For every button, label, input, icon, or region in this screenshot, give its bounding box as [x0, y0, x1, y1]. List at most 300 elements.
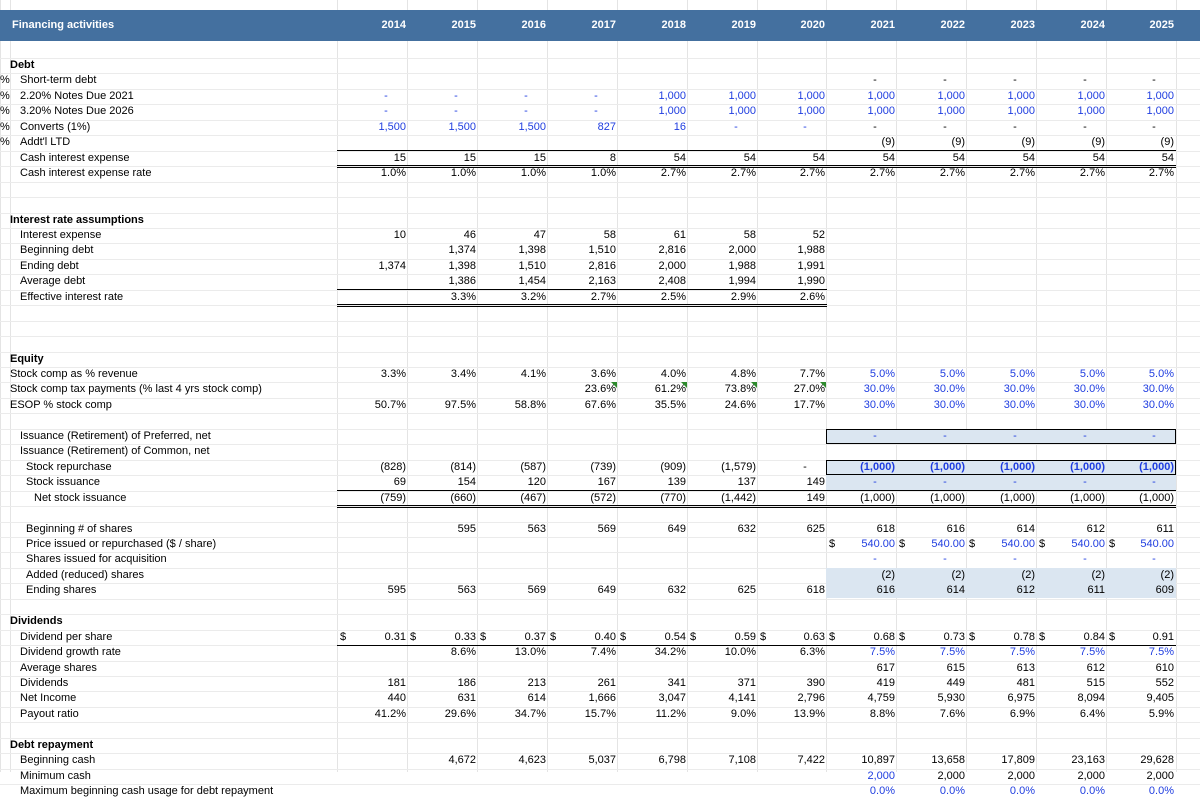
value-cell[interactable]: 1,988: [728, 260, 756, 272]
value-cell[interactable]: 5.0%: [939, 368, 965, 380]
value-cell[interactable]: 2,000: [1146, 770, 1174, 782]
value-cell[interactable]: -: [384, 90, 388, 102]
value-cell[interactable]: 30.0%: [1003, 399, 1035, 411]
value-cell[interactable]: 5,930: [937, 692, 965, 704]
value-cell[interactable]: 2.7%: [939, 167, 965, 179]
value-cell[interactable]: 341: [667, 677, 686, 689]
year-header[interactable]: 2019: [731, 19, 756, 31]
value-cell[interactable]: 4,141: [728, 692, 756, 704]
value-cell[interactable]: 540.00: [861, 538, 895, 550]
value-cell[interactable]: -: [734, 121, 738, 133]
year-header[interactable]: 2022: [940, 19, 965, 31]
value-cell[interactable]: (1,000): [860, 461, 895, 473]
value-cell[interactable]: 8.6%: [450, 646, 476, 658]
value-cell[interactable]: 2.5%: [660, 291, 686, 303]
year-header[interactable]: 2024: [1080, 19, 1105, 31]
value-cell[interactable]: 631: [457, 692, 476, 704]
year-header[interactable]: 2021: [870, 19, 895, 31]
value-cell[interactable]: 0.0%: [939, 785, 965, 797]
value-cell[interactable]: (660): [450, 492, 476, 504]
value-cell[interactable]: 0.59: [734, 631, 756, 643]
value-cell[interactable]: 649: [597, 584, 616, 596]
value-cell[interactable]: 625: [806, 523, 825, 535]
value-cell[interactable]: 0.0%: [869, 785, 895, 797]
year-header[interactable]: 2017: [591, 19, 616, 31]
value-cell[interactable]: (572): [590, 492, 616, 504]
value-cell[interactable]: 30.0%: [1003, 383, 1035, 395]
value-cell[interactable]: 3.4%: [450, 368, 476, 380]
value-cell[interactable]: 1,000: [658, 105, 686, 117]
value-cell[interactable]: 1,398: [448, 260, 476, 272]
value-cell[interactable]: 30.0%: [1142, 399, 1174, 411]
value-cell[interactable]: (2): [881, 569, 895, 581]
value-cell[interactable]: (1,442): [721, 492, 756, 504]
value-cell[interactable]: 46: [463, 229, 476, 241]
value-cell[interactable]: 54: [673, 152, 686, 164]
year-header[interactable]: 2023: [1010, 19, 1035, 31]
value-cell[interactable]: 73.8%: [724, 383, 756, 395]
value-cell[interactable]: 4.1%: [520, 368, 546, 380]
value-cell[interactable]: 15: [463, 152, 476, 164]
value-cell[interactable]: 4,759: [867, 692, 895, 704]
value-cell[interactable]: 540.00: [1001, 538, 1035, 550]
value-cell[interactable]: 30.0%: [1073, 399, 1105, 411]
value-cell[interactable]: 1,000: [728, 105, 756, 117]
value-cell[interactable]: (467): [520, 492, 546, 504]
year-header[interactable]: 2018: [661, 19, 686, 31]
value-cell[interactable]: 0.0%: [1148, 785, 1174, 797]
value-cell[interactable]: 2,408: [658, 275, 686, 287]
value-cell[interactable]: 515: [1086, 677, 1105, 689]
value-cell[interactable]: 625: [737, 584, 756, 596]
value-cell[interactable]: 9.0%: [730, 708, 756, 720]
value-cell[interactable]: 7.5%: [939, 646, 965, 658]
value-cell[interactable]: 2.6%: [799, 291, 825, 303]
value-cell[interactable]: 3.6%: [590, 368, 616, 380]
value-cell[interactable]: 1,000: [797, 90, 825, 102]
value-cell[interactable]: (9): [1160, 136, 1174, 148]
value-cell[interactable]: 24.6%: [724, 399, 756, 411]
value-cell[interactable]: 4.8%: [730, 368, 756, 380]
value-cell[interactable]: 7.6%: [939, 708, 965, 720]
value-cell[interactable]: 0.54: [664, 631, 686, 643]
value-cell[interactable]: 2.7%: [1009, 167, 1035, 179]
value-cell[interactable]: (828): [380, 461, 406, 473]
value-cell[interactable]: 35.5%: [654, 399, 686, 411]
value-cell[interactable]: -: [1013, 121, 1017, 133]
value-cell[interactable]: 609: [1155, 584, 1174, 596]
value-cell[interactable]: 13,658: [931, 754, 965, 766]
value-cell[interactable]: 1,454: [518, 275, 546, 287]
value-cell[interactable]: (9): [1021, 136, 1035, 148]
value-cell[interactable]: 632: [667, 584, 686, 596]
value-cell[interactable]: 2.9%: [730, 291, 756, 303]
value-cell[interactable]: 618: [876, 523, 895, 535]
year-header[interactable]: 2016: [521, 19, 546, 31]
value-cell[interactable]: 11.2%: [655, 708, 686, 720]
value-cell[interactable]: 10,897: [861, 754, 895, 766]
value-cell[interactable]: (1,000): [1000, 492, 1035, 504]
value-cell[interactable]: (9): [881, 136, 895, 148]
value-cell[interactable]: 61.2%: [654, 383, 686, 395]
value-cell[interactable]: (9): [1091, 136, 1105, 148]
value-cell[interactable]: (759): [380, 492, 406, 504]
value-cell[interactable]: 1,000: [1007, 105, 1035, 117]
value-cell[interactable]: 569: [597, 523, 616, 535]
value-cell[interactable]: 610: [1155, 662, 1174, 674]
value-cell[interactable]: 1,500: [518, 121, 546, 133]
value-cell[interactable]: 5.0%: [1148, 368, 1174, 380]
value-cell[interactable]: 1,666: [588, 692, 616, 704]
value-cell[interactable]: 614: [946, 584, 965, 596]
value-cell[interactable]: 390: [806, 677, 825, 689]
value-cell[interactable]: 186: [457, 677, 476, 689]
value-cell[interactable]: 0.84: [1083, 631, 1105, 643]
value-cell[interactable]: 3,047: [658, 692, 686, 704]
value-cell[interactable]: 1,000: [867, 90, 895, 102]
value-cell[interactable]: (1,000): [1139, 461, 1174, 473]
value-cell[interactable]: 6,798: [658, 754, 686, 766]
value-cell[interactable]: 2,000: [728, 244, 756, 256]
value-cell[interactable]: (770): [660, 492, 686, 504]
value-cell[interactable]: 30.0%: [933, 383, 965, 395]
value-cell[interactable]: (1,000): [1070, 461, 1105, 473]
value-cell[interactable]: 61: [673, 229, 686, 241]
value-cell[interactable]: 1,510: [518, 260, 546, 272]
value-cell[interactable]: 613: [1016, 662, 1035, 674]
value-cell[interactable]: -: [1013, 430, 1017, 442]
value-cell[interactable]: -: [803, 121, 807, 133]
value-cell[interactable]: 632: [737, 523, 756, 535]
value-cell[interactable]: 0.68: [873, 631, 895, 643]
value-cell[interactable]: 1,398: [518, 244, 546, 256]
value-cell[interactable]: 30.0%: [863, 383, 895, 395]
value-cell[interactable]: 440: [387, 692, 406, 704]
value-cell[interactable]: 4,672: [448, 754, 476, 766]
value-cell[interactable]: 34.2%: [654, 646, 686, 658]
value-cell[interactable]: 612: [1086, 523, 1105, 535]
value-cell[interactable]: 1.0%: [590, 167, 616, 179]
value-cell[interactable]: 0.78: [1013, 631, 1035, 643]
value-cell[interactable]: 2,163: [588, 275, 616, 287]
value-cell[interactable]: 6.9%: [1009, 708, 1035, 720]
value-cell[interactable]: 213: [527, 677, 546, 689]
value-cell[interactable]: 30.0%: [863, 399, 895, 411]
value-cell[interactable]: -: [1013, 476, 1017, 488]
value-cell[interactable]: -: [803, 461, 807, 473]
value-cell[interactable]: (909): [660, 461, 686, 473]
value-cell[interactable]: 2,000: [1007, 770, 1035, 782]
value-cell[interactable]: (9): [951, 136, 965, 148]
value-cell[interactable]: -: [873, 121, 877, 133]
value-cell[interactable]: 1,991: [797, 260, 825, 272]
value-cell[interactable]: 5.0%: [1009, 368, 1035, 380]
value-cell[interactable]: 9,405: [1146, 692, 1174, 704]
value-cell[interactable]: -: [1152, 553, 1156, 565]
value-cell[interactable]: 1,000: [658, 90, 686, 102]
value-cell[interactable]: 7.5%: [1079, 646, 1105, 658]
value-cell[interactable]: 261: [597, 677, 616, 689]
value-cell[interactable]: (1,000): [1139, 492, 1174, 504]
value-cell[interactable]: 1,374: [448, 244, 476, 256]
value-cell[interactable]: -: [943, 476, 947, 488]
value-cell[interactable]: 52: [812, 229, 825, 241]
value-cell[interactable]: 120: [527, 476, 546, 488]
value-cell[interactable]: 6,975: [1007, 692, 1035, 704]
value-cell[interactable]: 23,163: [1071, 754, 1105, 766]
value-cell[interactable]: -: [1152, 74, 1156, 86]
value-cell[interactable]: 563: [457, 584, 476, 596]
value-cell[interactable]: 54: [1022, 152, 1035, 164]
value-cell[interactable]: 10: [393, 229, 406, 241]
value-cell[interactable]: 29,628: [1140, 754, 1174, 766]
value-cell[interactable]: 154: [457, 476, 476, 488]
value-cell[interactable]: 4,623: [518, 754, 546, 766]
value-cell[interactable]: 0.63: [803, 631, 825, 643]
value-cell[interactable]: 616: [876, 584, 895, 596]
value-cell[interactable]: 54: [743, 152, 756, 164]
value-cell[interactable]: (2): [1021, 569, 1035, 581]
value-cell[interactable]: -: [1083, 430, 1087, 442]
year-header[interactable]: 2014: [381, 19, 406, 31]
year-header[interactable]: 2015: [451, 19, 476, 31]
value-cell[interactable]: (814): [450, 461, 476, 473]
value-cell[interactable]: -: [594, 105, 598, 117]
value-cell[interactable]: 58: [603, 229, 616, 241]
value-cell[interactable]: 2.7%: [869, 167, 895, 179]
value-cell[interactable]: 7.7%: [799, 368, 825, 380]
value-cell[interactable]: 8: [609, 152, 616, 164]
value-cell[interactable]: (2): [1091, 569, 1105, 581]
value-cell[interactable]: 1,000: [1146, 105, 1174, 117]
value-cell[interactable]: 617: [876, 662, 895, 674]
value-cell[interactable]: 10.0%: [724, 646, 756, 658]
value-cell[interactable]: 15: [533, 152, 546, 164]
value-cell[interactable]: 540.00: [1140, 538, 1174, 550]
value-cell[interactable]: -: [1152, 121, 1156, 133]
value-cell[interactable]: 5.0%: [869, 368, 895, 380]
value-cell[interactable]: 616: [946, 523, 965, 535]
value-cell[interactable]: -: [1083, 121, 1087, 133]
value-cell[interactable]: 54: [882, 152, 895, 164]
value-cell[interactable]: 5.0%: [1079, 368, 1105, 380]
value-cell[interactable]: 1,000: [1077, 90, 1105, 102]
value-cell[interactable]: 29.6%: [444, 708, 476, 720]
value-cell[interactable]: 47: [533, 229, 546, 241]
value-cell[interactable]: -: [524, 105, 528, 117]
value-cell[interactable]: (1,000): [860, 492, 895, 504]
value-cell[interactable]: 5.9%: [1148, 708, 1174, 720]
value-cell[interactable]: 1,510: [588, 244, 616, 256]
value-cell[interactable]: 1,990: [797, 275, 825, 287]
value-cell[interactable]: 3.3%: [450, 291, 476, 303]
value-cell[interactable]: 167: [597, 476, 616, 488]
value-cell[interactable]: -: [873, 74, 877, 86]
value-cell[interactable]: 50.7%: [374, 399, 406, 411]
value-cell[interactable]: 181: [387, 677, 406, 689]
value-cell[interactable]: 6.3%: [799, 646, 825, 658]
value-cell[interactable]: 5,037: [588, 754, 616, 766]
value-cell[interactable]: -: [384, 105, 388, 117]
year-header[interactable]: 2020: [800, 19, 825, 31]
value-cell[interactable]: 2,816: [588, 260, 616, 272]
value-cell[interactable]: 7,422: [797, 754, 825, 766]
value-cell[interactable]: 0.37: [524, 631, 546, 643]
value-cell[interactable]: 449: [946, 677, 965, 689]
value-cell[interactable]: 419: [876, 677, 895, 689]
value-cell[interactable]: 552: [1155, 677, 1174, 689]
value-cell[interactable]: 2.7%: [1148, 167, 1174, 179]
value-cell[interactable]: 149: [806, 476, 825, 488]
value-cell[interactable]: 7,108: [728, 754, 756, 766]
value-cell[interactable]: 1,374: [378, 260, 406, 272]
value-cell[interactable]: 2,000: [867, 770, 895, 782]
value-cell[interactable]: 0.31: [384, 631, 406, 643]
value-cell[interactable]: 0.33: [454, 631, 476, 643]
value-cell[interactable]: 540.00: [1071, 538, 1105, 550]
value-cell[interactable]: -: [454, 105, 458, 117]
value-cell[interactable]: 3.3%: [380, 368, 406, 380]
value-cell[interactable]: 67.6%: [584, 399, 616, 411]
value-cell[interactable]: 481: [1016, 677, 1035, 689]
value-cell[interactable]: 0.73: [943, 631, 965, 643]
value-cell[interactable]: (1,000): [930, 492, 965, 504]
value-cell[interactable]: (1,000): [1070, 492, 1105, 504]
value-cell[interactable]: 612: [1086, 662, 1105, 674]
value-cell[interactable]: 618: [806, 584, 825, 596]
value-cell[interactable]: 2,000: [658, 260, 686, 272]
value-cell[interactable]: -: [1013, 553, 1017, 565]
value-cell[interactable]: 58: [743, 229, 756, 241]
value-cell[interactable]: (587): [520, 461, 546, 473]
value-cell[interactable]: -: [1152, 476, 1156, 488]
value-cell[interactable]: 30.0%: [1142, 383, 1174, 395]
value-cell[interactable]: 0.40: [594, 631, 616, 643]
value-cell[interactable]: 6.4%: [1079, 708, 1105, 720]
value-cell[interactable]: 2.7%: [799, 167, 825, 179]
value-cell[interactable]: 611: [1087, 584, 1105, 596]
value-cell[interactable]: 54: [812, 152, 825, 164]
value-cell[interactable]: 2,816: [658, 244, 686, 256]
value-cell[interactable]: 0.0%: [1079, 785, 1105, 797]
value-cell[interactable]: 4.0%: [660, 368, 686, 380]
year-header[interactable]: 2025: [1149, 19, 1174, 31]
value-cell[interactable]: 1,000: [1007, 90, 1035, 102]
value-cell[interactable]: (1,579): [721, 461, 756, 473]
value-cell[interactable]: -: [1083, 476, 1087, 488]
value-cell[interactable]: 8,094: [1077, 692, 1105, 704]
value-cell[interactable]: -: [943, 553, 947, 565]
value-cell[interactable]: -: [454, 90, 458, 102]
value-cell[interactable]: 7.5%: [1009, 646, 1035, 658]
value-cell[interactable]: -: [1083, 74, 1087, 86]
value-cell[interactable]: 23.6%: [584, 383, 616, 395]
value-cell[interactable]: 2.7%: [590, 291, 616, 303]
value-cell[interactable]: 1.0%: [380, 167, 406, 179]
value-cell[interactable]: 540.00: [931, 538, 965, 550]
value-cell[interactable]: 1,000: [797, 105, 825, 117]
value-cell[interactable]: -: [1152, 430, 1156, 442]
value-cell[interactable]: (739): [590, 461, 616, 473]
value-cell[interactable]: 1,994: [728, 275, 756, 287]
value-cell[interactable]: 149: [806, 492, 825, 504]
value-cell[interactable]: 15: [393, 152, 406, 164]
value-cell[interactable]: 0.0%: [1009, 785, 1035, 797]
value-cell[interactable]: 649: [667, 523, 686, 535]
value-cell[interactable]: 7.5%: [1148, 646, 1174, 658]
value-cell[interactable]: -: [1013, 74, 1017, 86]
value-cell[interactable]: 30.0%: [933, 399, 965, 411]
value-cell[interactable]: 13.9%: [793, 708, 825, 720]
value-cell[interactable]: -: [943, 74, 947, 86]
value-cell[interactable]: (1,000): [930, 461, 965, 473]
value-cell[interactable]: 3.2%: [520, 291, 546, 303]
value-cell[interactable]: 1,000: [1077, 105, 1105, 117]
value-cell[interactable]: 17,809: [1001, 754, 1035, 766]
value-cell[interactable]: 2,796: [797, 692, 825, 704]
value-cell[interactable]: 7.4%: [590, 646, 616, 658]
value-cell[interactable]: (2): [951, 569, 965, 581]
value-cell[interactable]: 1,500: [378, 121, 406, 133]
value-cell[interactable]: 16: [673, 121, 686, 133]
value-cell[interactable]: 7.5%: [869, 646, 895, 658]
value-cell[interactable]: 139: [667, 476, 686, 488]
value-cell[interactable]: 54: [1092, 152, 1105, 164]
value-cell[interactable]: 2,000: [1077, 770, 1105, 782]
value-cell[interactable]: 8.8%: [869, 708, 895, 720]
value-cell[interactable]: -: [524, 90, 528, 102]
value-cell[interactable]: -: [873, 476, 877, 488]
value-cell[interactable]: 614: [527, 692, 546, 704]
value-cell[interactable]: 1,000: [937, 90, 965, 102]
value-cell[interactable]: 1.0%: [450, 167, 476, 179]
value-cell[interactable]: 13.0%: [514, 646, 546, 658]
value-cell[interactable]: -: [873, 430, 877, 442]
value-cell[interactable]: 611: [1156, 523, 1174, 535]
value-cell[interactable]: (2): [1160, 569, 1174, 581]
value-cell[interactable]: 54: [952, 152, 965, 164]
value-cell[interactable]: 595: [457, 523, 476, 535]
value-cell[interactable]: 54: [1161, 152, 1174, 164]
value-cell[interactable]: -: [594, 90, 598, 102]
value-cell[interactable]: 612: [1016, 584, 1035, 596]
value-cell[interactable]: 15.7%: [584, 708, 616, 720]
value-cell[interactable]: 97.5%: [444, 399, 476, 411]
value-cell[interactable]: 827: [597, 121, 616, 133]
value-cell[interactable]: -: [1083, 553, 1087, 565]
value-cell[interactable]: 563: [527, 523, 546, 535]
value-cell[interactable]: 595: [387, 584, 406, 596]
value-cell[interactable]: 371: [737, 677, 756, 689]
value-cell[interactable]: -: [943, 121, 947, 133]
value-cell[interactable]: 2.7%: [730, 167, 756, 179]
value-cell[interactable]: 2.7%: [660, 167, 686, 179]
value-cell[interactable]: 69: [393, 476, 406, 488]
value-cell[interactable]: 1,000: [1146, 90, 1174, 102]
value-cell[interactable]: 1,000: [937, 105, 965, 117]
value-cell[interactable]: 1,500: [448, 121, 476, 133]
value-cell[interactable]: 1.0%: [520, 167, 546, 179]
value-cell[interactable]: 1,988: [797, 244, 825, 256]
value-cell[interactable]: 1,000: [867, 105, 895, 117]
value-cell[interactable]: 2,000: [937, 770, 965, 782]
value-cell[interactable]: -: [943, 430, 947, 442]
value-cell[interactable]: 27.0%: [793, 383, 825, 395]
value-cell[interactable]: 0.91: [1152, 631, 1174, 643]
value-cell[interactable]: -: [873, 553, 877, 565]
value-cell[interactable]: 30.0%: [1073, 383, 1105, 395]
value-cell[interactable]: 41.2%: [374, 708, 406, 720]
